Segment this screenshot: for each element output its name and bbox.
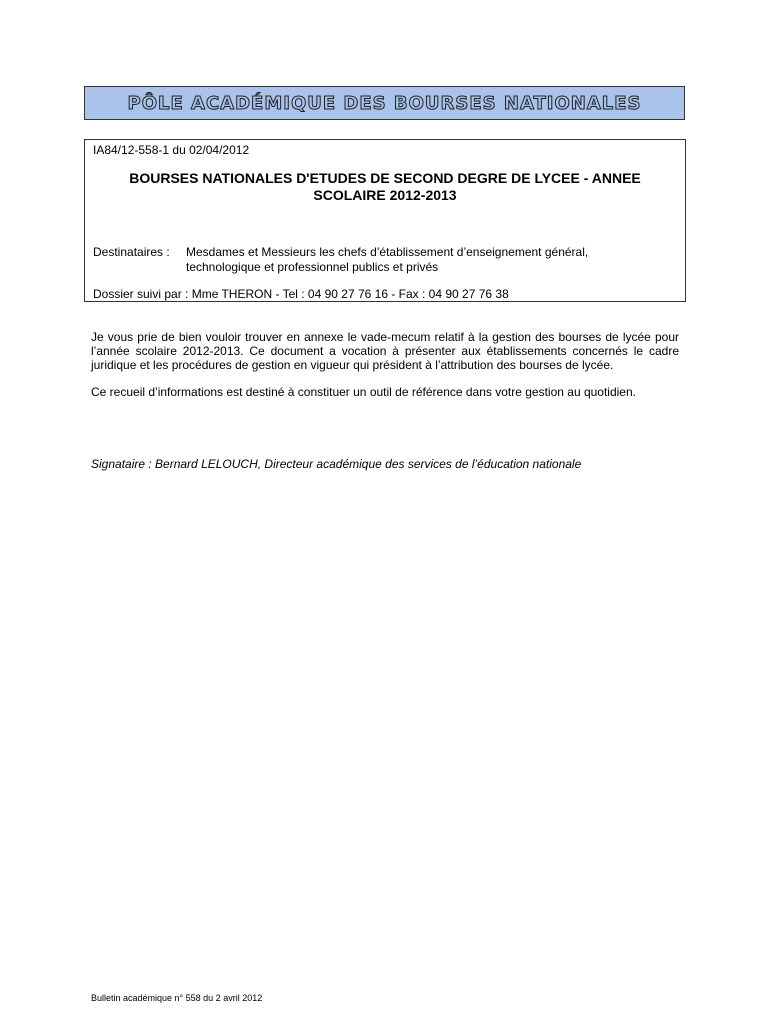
footer-bulletin: Bulletin académique n° 558 du 2 avril 2012 [91,993,263,1003]
body-paragraph-1: Je vous prie de bien vouloir trouver en annexe le vade-mecum relatif à la gestion des bourses de lycée pour l’année scolaire 2012-2013. Ce document a vocation à présenter aux établissements concernés le cadre juridique et les procédures de gestion en vigueur qui président à l’attribution des bourses de lycée. [91,330,679,372]
body-paragraph-2: Ce recueil d’informations est destiné à constituer un outil de référence dans votre gestion au quotidien. [91,385,636,399]
document-title [85,170,685,204]
document-title-line2: SCOLAIRE 2012-2013 [313,187,457,203]
recipients-label: Destinataires : [93,245,170,259]
reference-box [84,139,686,302]
body-text [91,330,679,412]
dossier-contact: Dossier suivi par : Mme THERON - Tel : 04 90 27 76 16 - Fax : 04 90 27 76 38 [93,287,509,301]
recipients [93,245,656,275]
signature: Signataire : Bernard LELOUCH, Directeur académique des services de l’éducation nationale [91,457,582,471]
header-banner [84,86,685,120]
recipients-text: Mesdames et Messieurs les chefs d’établissement d’enseignement général, technologique et professionnel publics et privés [186,245,589,274]
banner-title: PÔLE ACADÉMIQUE DES BOURSES NATIONALES [127,92,642,114]
document-title-line1: BOURSES NATIONALES D'ETUDES DE SECOND DEGRE DE LYCEE - ANNEE [129,170,641,186]
reference-number: IA84/12-558-1 du 02/04/2012 [93,143,250,157]
